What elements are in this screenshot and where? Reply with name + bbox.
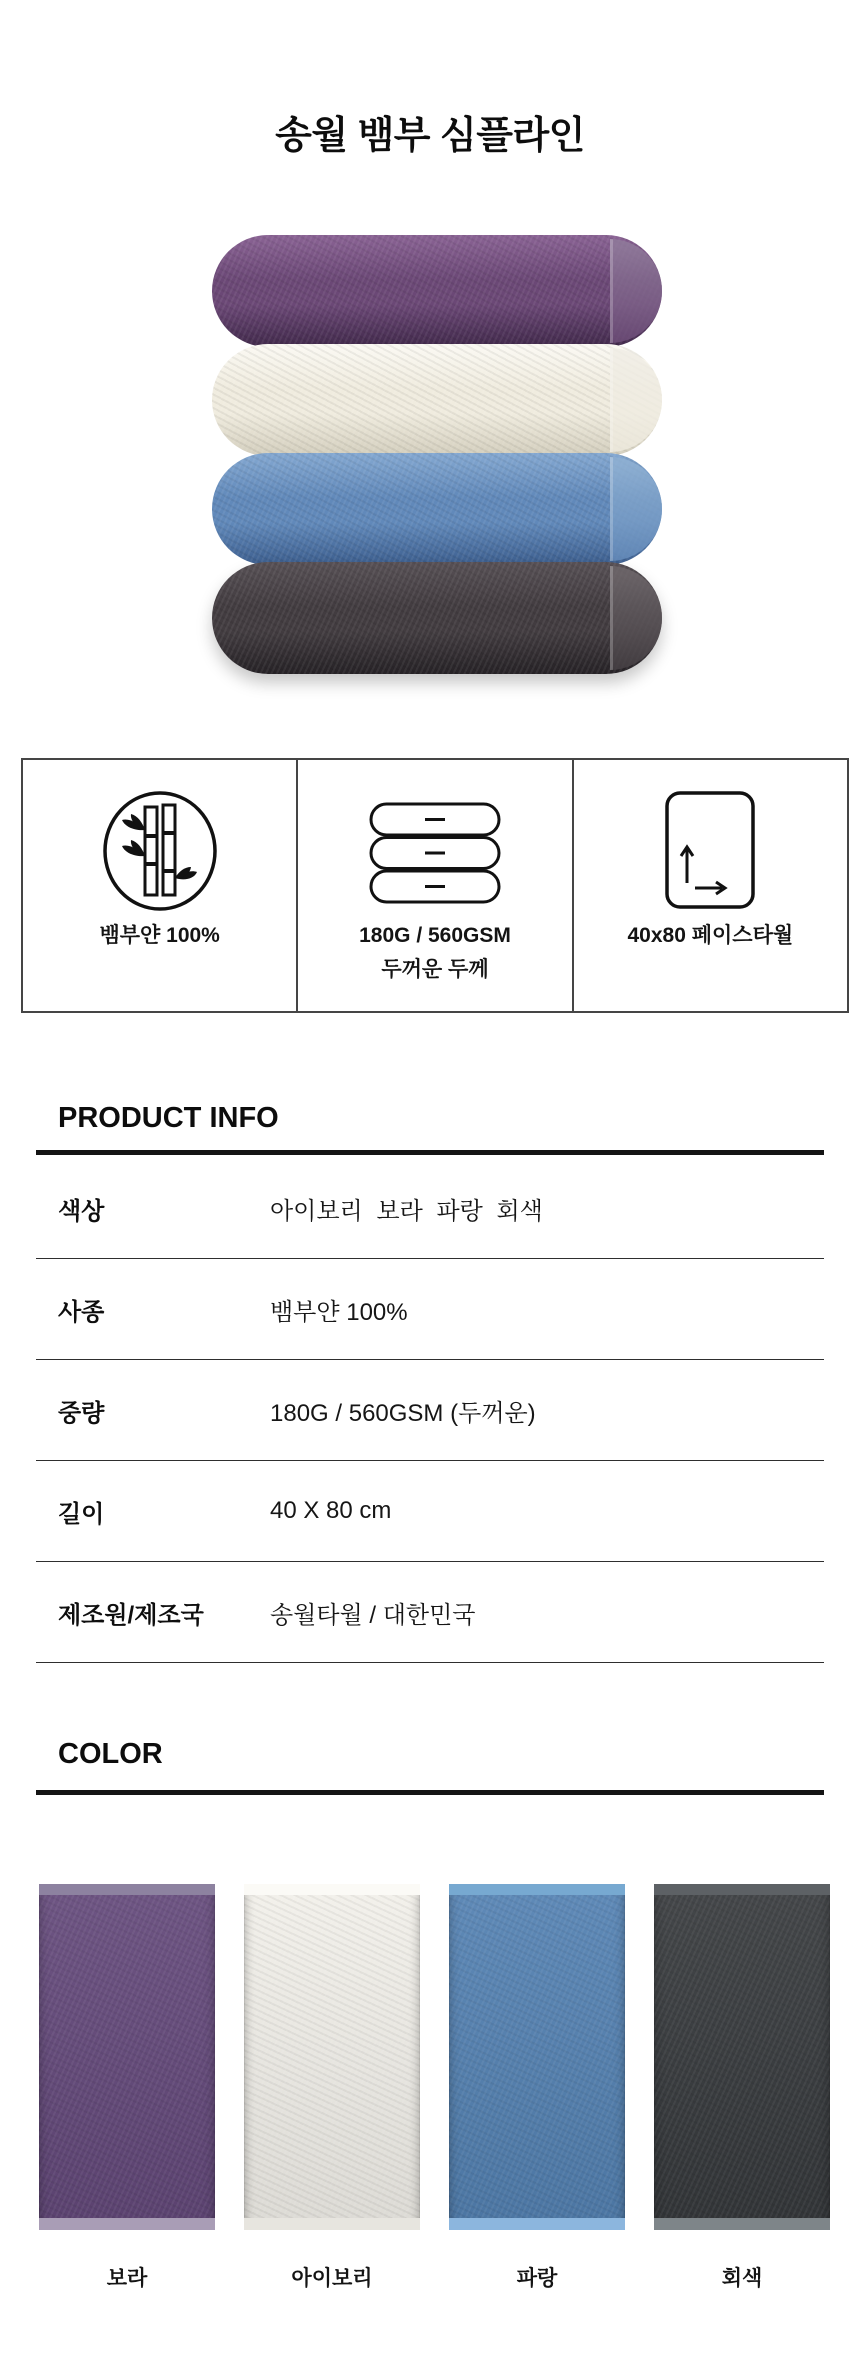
row-value: 뱀부얀 100% (270, 1298, 408, 1326)
row-value: 40 X 80 cm (270, 1497, 392, 1524)
row-value: 아이보리 보라 파랑 회색 (270, 1197, 543, 1225)
feature-cell-size (572, 760, 847, 1011)
hero-towel-purple (212, 235, 662, 347)
table-row (36, 1259, 824, 1360)
row-value: 180G / 560GSM (두꺼운) (270, 1399, 536, 1427)
towel-size-icon (665, 791, 755, 909)
feature-label-size: 40x80 페이스타월 (627, 924, 794, 947)
product-info-rule (36, 1150, 824, 1155)
towel-fold-edge (610, 566, 662, 670)
row-value: 송월타월 / 대한민국 (270, 1601, 476, 1629)
swatch-blue (449, 1884, 625, 2230)
table-row (36, 1158, 824, 1259)
row-label: 색상 (58, 1197, 105, 1225)
hero-towel-blue (212, 453, 662, 565)
swatch-gray (654, 1884, 830, 2230)
color-rule (36, 1790, 824, 1795)
swatch-label: 회색 (721, 2267, 763, 2290)
feature-cell-weight (296, 760, 571, 1011)
row-label: 제조원/제조국 (58, 1601, 204, 1629)
row-label: 길이 (58, 1500, 105, 1528)
towel-stack-icon (369, 802, 501, 904)
swatch-label: 보라 (106, 2267, 148, 2290)
hero-towel-stack-image (212, 235, 662, 674)
product-info-table (36, 1158, 824, 1663)
hero-towel-gray (212, 562, 662, 674)
towel-fold-edge (610, 457, 662, 561)
feature-label-weight: 180G / 560GSM 두꺼운 두께 (359, 924, 511, 981)
table-row (36, 1360, 824, 1461)
feature-cell-material (23, 760, 296, 1011)
table-row (36, 1461, 824, 1562)
table-row (36, 1562, 824, 1663)
color-label-row (39, 2262, 830, 2292)
towel-fold-edge (610, 239, 662, 343)
row-label: 중량 (58, 1399, 105, 1427)
page-title: 송월 뱀부 심플라인 (275, 115, 585, 157)
swatch-ivory (244, 1884, 420, 2230)
hero-towel-ivory (212, 344, 662, 456)
product-info-heading: PRODUCT INFO (58, 1102, 279, 1134)
color-swatch-row (39, 1884, 830, 2230)
color-heading: COLOR (58, 1738, 163, 1770)
swatch-label: 파랑 (516, 2267, 558, 2290)
feature-label-material: 뱀부얀 100% (99, 924, 220, 947)
feature-box-strip (21, 758, 849, 1013)
row-label: 사종 (58, 1298, 105, 1326)
bamboo-icon (101, 789, 219, 913)
swatch-label: 아이보리 (291, 2267, 373, 2290)
towel-fold-edge (610, 348, 662, 452)
swatch-purple (39, 1884, 215, 2230)
